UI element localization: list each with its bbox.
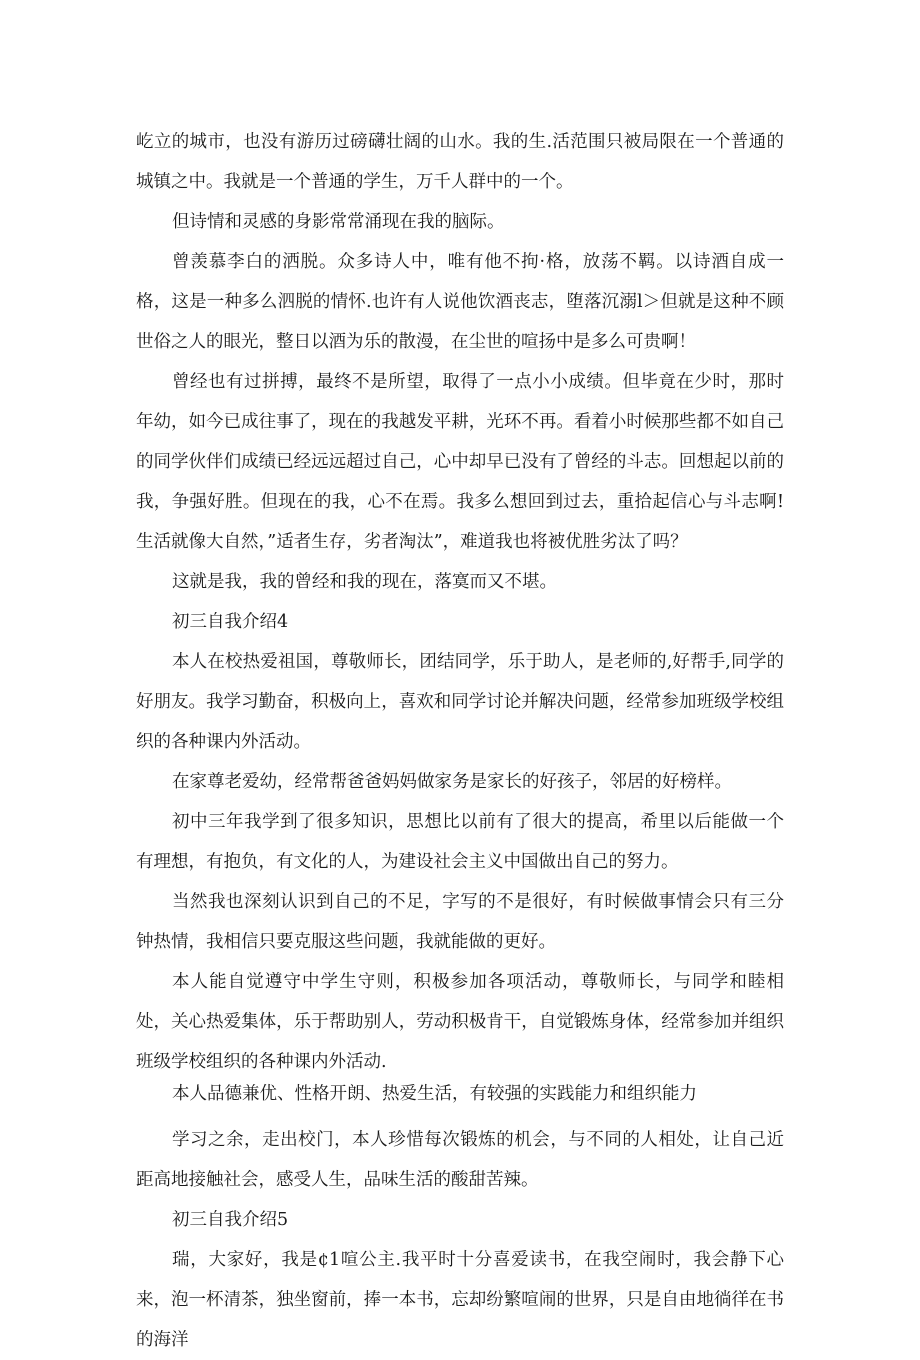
paragraph: 这就是我，我的曾经和我的现在，落寞而又不堪。: [172, 572, 557, 592]
paragraph: 初中三年我学到了很多知识，思想比以前有了很大的提高，希里以后能做一个有理想，有抱负，有文化的人，为建设社会主义中国做出自己的努力。: [136, 812, 784, 872]
paragraph: 曾经也有过拼搏，最终不是所望，取得了一点小小成绩。但毕竟在少时，那时年幼，如今已成往事了，现在的我越发平耕，光环不再。看着小时候那些都不如自己的同学伙伴们成绩已经远远超过自己，心中却早已没有了曾经的斗志。回想起以前的我，争强好胜。但现在的我，心不在焉。我多么想回到过去，重拾起信心与斗志啊!生活就像大自然，”适者生存，劣者淘汰”，难道我也将被优胜劣汰了吗？: [136, 372, 784, 552]
paragraph: 但诗情和灵感的身影常常涌现在我的脑际。: [172, 212, 505, 232]
paragraph: 本人在校热爱祖国，尊敬师长，团结同学，乐于助人，是老师的,好帮手,同学的好朋友。我学习勤奋，积极向上，喜欢和同学讨论并解决问题，经常参加班级学校组织的各种课内外活动。: [136, 652, 784, 752]
paragraph: 瑞，大家好，我是¢1喧公主.我平时十分喜爱读书，在我空闹时，我会静下心来，泡一杯清茶，独坐窗前，捧一本书，忘却纷繁喧闹的世界，只是自由地徜徉在书的海洋: [136, 1250, 784, 1350]
paragraph: 在家尊老爱幼，经常帮爸爸妈妈做家务是家长的好孩子，邻居的好榜样。: [172, 772, 732, 792]
paragraph: 本人能自觉遵守中学生守则，积极参加各项活动，尊敬师长，与同学和睦相处，关心热爱集体，乐于帮助别人，劳动积极肯干，自觉锻炼身体，经常参加并组织班级学校组织的各种课内外活动.: [136, 972, 784, 1072]
document-body: [136, 122, 784, 1360]
section-heading: 初三自我介绍5: [172, 1210, 289, 1230]
section-heading: 初三自我介绍4: [172, 612, 289, 632]
paragraph: 本人品德兼优、性格开朗、热爱生活，有较强的实践能力和组织能力: [172, 1084, 697, 1104]
paragraph: 学习之余，走出校门，本人珍惜每次锻炼的机会，与不同的人相处，让自己近距高地接触社会，感受人生，品味生活的酸甜苦辣。: [136, 1130, 784, 1190]
paragraph: 屹立的城市，也没有游历过磅礴壮阔的山水。我的生.活范围只被局限在一个普通的城镇之中。我就是一个普通的学生，万千人群中的一个。: [136, 132, 784, 192]
paragraph: 曾羡慕李白的洒脱。众多诗人中，唯有他不拘·格，放荡不羁。以诗酒自成一格，这是一种多么泗脱的情怀.也许有人说他饮酒丧志，堕落沉溺l＞但就是这种不顾世俗之人的眼光，整日以酒为乐的散漫，在尘世的喧扬中是多么可贵啊！: [136, 252, 784, 352]
paragraph: 当然我也深刻认识到自己的不足，字写的不是很好，有时候做事情会只有三分钟热情，我相信只要克服这些问题，我就能做的更好。: [136, 892, 784, 952]
